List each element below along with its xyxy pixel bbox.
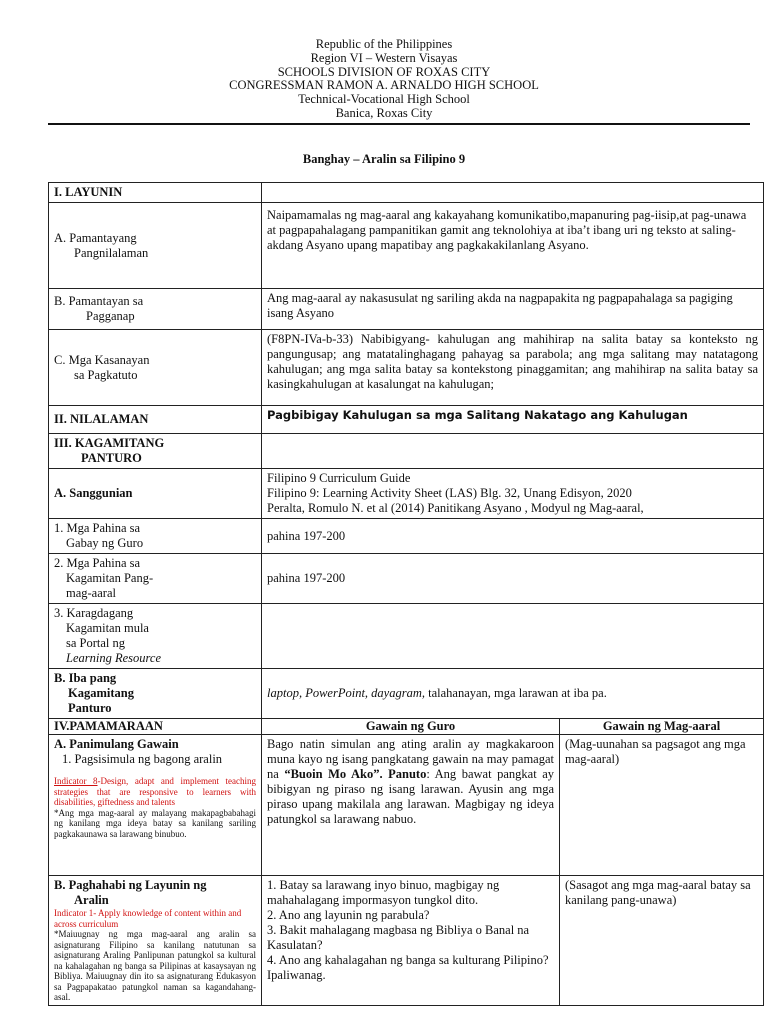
header-line-region: Region VI – Western Visayas	[310, 50, 458, 65]
kagamitan-pang-mag-aaral-value: pahina 197-200	[262, 554, 764, 604]
header-line-address: Banica, Roxas City	[335, 105, 433, 120]
pamantayan-sa-pagganap-label: B. Pamantayan sa Pagganap	[49, 289, 262, 330]
gabay-value: pahina 197-200	[262, 519, 764, 554]
paghahabi-guro	[262, 876, 560, 1006]
pamantayang-pangnilalaman-value: Naipamamalas ng mag-aaral ang kakayahang komunikatibo,mapanuring pag-iisip,at pag-unawa at pagpapahalagang pampanitikan gamit ang teknolohiya at iba’t ibang uri ng teksto at saling-akdang Asyano upang mapatibay ang pagkakakilanlang Asyano.	[262, 203, 764, 289]
header-line-type: Technical-Vocational High School	[298, 92, 470, 107]
row-panimulang-gawain	[49, 735, 764, 876]
row-sanggunian	[49, 469, 764, 519]
paghahabi-note: *Maiuugnay ng mga mag-aaral ang aralin sa asignaturang Filipino sa kanilang natutunan sa asignaturang Araling Panlipunan patungkol sa kultural na kahalagahan ng banga sa Pilipinas at kasaysayan ng Bibliya. Maiuugnay din ito sa asignaturang Edukasyon sa Pagpapakatao patungkol naman sa kagandahang-asal.	[54, 929, 256, 1002]
row-iba-pang-kagamitan	[49, 669, 764, 719]
nilalaman-value: Pagbibigay Kahulugan sa mga Salitang Nakatago ang Kahulugan	[262, 406, 764, 434]
row-pamamaraan-heading	[49, 719, 764, 735]
indicator-8-note: Indicator 8-Design, adapt and implement teaching strategies that are responsive to learners with disabilities, giftedness and talents	[54, 776, 256, 807]
panimulang-gawain-note: *Ang mga mag-aaral ay malayang makapagbabahagi ng kanilang mga ideya batay sa kanilang sariling pagkakaunawa sa larawang binubuo.	[54, 807, 256, 839]
row-paghahabi-ng-layunin	[49, 876, 764, 1006]
column-gawain-ng-guro: Gawain ng Guro	[262, 719, 560, 735]
pamamaraan-heading: IV.PAMAMARAAN	[49, 719, 262, 735]
pamantayang-pangnilalaman-label: A. Pamantayang Pangnilalaman	[49, 203, 262, 289]
paghahabi-title: B. Paghahabi ng Layunin ng	[54, 878, 207, 892]
row-layunin-heading	[49, 183, 764, 203]
kagamitan-heading-blank	[262, 434, 764, 469]
panimulang-gawain-label	[49, 735, 262, 876]
panimulang-gawain-guro: Bago natin simulan ang ating aralin ay magkakaroon muna kayo ng isang pangkatang gawain na may pamagat na “Buoin Mo Ako”. Panuto: Ang bawat pangkat ay bibigyan ng piraso ng isang larawan. Ayusin ang mga piraso upang makilala ang larawan. Magbigay ng ideya patungkol sa larawang nabuo.	[262, 735, 560, 876]
column-gawain-ng-mag-aaral: Gawain ng Mag-aaral	[560, 719, 764, 735]
document-title: Banghay – Aralin sa Filipino 9	[302, 152, 466, 166]
pamantayan-sa-pagganap-value: Ang mag-aaral ay nakasusulat ng sariling akda na nagpapakita ng pagpapahalaga sa pagiging isang Asyano	[262, 289, 764, 330]
panimulang-gawain-title: A. Panimulang Gawain	[54, 737, 179, 751]
sanggunian-item-3: Peralta, Romulo N. et al (2014) Panitikang Asyano , Modyul ng Mag-aaral,	[267, 501, 644, 515]
panimulang-gawain-subtitle: 1. Pagsisimula ng bagong aralin	[62, 752, 223, 766]
header-line-republic: Republic of the Philippines	[315, 37, 453, 51]
row-pamantayan-sa-pagganap	[49, 289, 764, 330]
iba-pang-kagamitan-label: B. Iba pang Kagamitang Panturo	[49, 669, 262, 719]
paghahabi-label	[49, 876, 262, 1006]
sanggunian-value	[262, 469, 764, 519]
paghahabi-question-4: 4. Ano ang kahalagahan ng banga sa kulturang Pilipino? Ipaliwanag.	[267, 953, 549, 982]
row-nilalaman	[49, 406, 764, 434]
kagamitan-pang-mag-aaral-label: 2. Mga Pahina sa Kagamitan Pang- mag-aaral	[49, 554, 262, 604]
row-kasanayan-sa-pagkatuto	[49, 330, 764, 406]
layunin-heading-blank	[262, 183, 764, 203]
indicator-1-note: Indicator 1- Apply knowledge of content within and across curriculum	[54, 908, 242, 929]
school-header	[0, 38, 768, 121]
layunin-heading: I. LAYUNIN	[49, 183, 262, 203]
paghahabi-title-2: Aralin	[74, 893, 109, 907]
row-karagdagang-kagamitan	[49, 604, 764, 669]
header-line-school: CONGRESSMAN RAMON A. ARNALDO HIGH SCHOOL	[229, 78, 539, 93]
paghahabi-question-1: 1. Batay sa larawang inyo binuo, magbigay ng mahahalagang impormasyon tungkol dito.	[267, 878, 500, 907]
paghahabi-question-3: 3. Bakit mahalagang magbasa ng Bibliya o Banal na Kasulatan?	[267, 923, 530, 952]
header-line-division: SCHOOLS DIVISION OF ROXAS CITY	[277, 64, 491, 79]
iba-pang-kagamitan-italic: laptop, PowerPoint, dayagram,	[267, 686, 425, 700]
header-divider	[48, 123, 750, 125]
lesson-plan-table	[48, 182, 764, 1006]
panimulang-gawain-mag-aaral: (Mag-uunahan sa pagsagot ang mga mag-aaral)	[560, 735, 764, 876]
nilalaman-heading: II. NILALAMAN	[49, 406, 262, 434]
sanggunian-item-1: Filipino 9 Curriculum Guide	[267, 471, 411, 485]
karagdagang-kagamitan-value	[262, 604, 764, 669]
row-kagamitan-pang-mag-aaral	[49, 554, 764, 604]
sanggunian-item-2: Filipino 9: Learning Activity Sheet (LAS) Blg. 32, Unang Edisyon, 2020	[267, 486, 632, 500]
row-kagamitan-heading	[49, 434, 764, 469]
paghahabi-question-2: 2. Ano ang layunin ng parabula?	[267, 908, 430, 922]
sanggunian-label: A. Sanggunian	[49, 469, 262, 519]
row-pamantayang-pangnilalaman	[49, 203, 764, 289]
paghahabi-mag-aaral: (Sasagot ang mga mag-aaral batay sa kanilang pang-unawa)	[560, 876, 764, 1006]
kasanayan-label: C. Mga Kasanayan sa Pagkatuto	[49, 330, 262, 406]
gabay-label: 1. Mga Pahina sa Gabay ng Guro	[49, 519, 262, 554]
row-gabay-ng-guro	[49, 519, 764, 554]
karagdagang-kagamitan-label: 3. Karagdagang Kagamitan mula sa Portal ng Learning Resource	[49, 604, 262, 669]
iba-pang-kagamitan-rest: talahanayan, mga larawan at iba pa.	[424, 686, 607, 700]
kagamitan-heading: III. KAGAMITANG PANTURO	[49, 434, 262, 469]
kasanayan-value: (F8PN-IVa-b-33) Nabibigyang- kahulugan ang mahihirap na salita batay sa konteksto ng pangungusap; ang matatalinghagang pahayag sa parabola; ang mga salitang may natatagong kahulugan; ang mga salita batay sa kontekstong pinaggamitan; ang mahihirap na salita batay sa kasingkahulugan at kasalungat na kahulugan;	[262, 330, 764, 406]
iba-pang-kagamitan-value	[262, 669, 764, 719]
